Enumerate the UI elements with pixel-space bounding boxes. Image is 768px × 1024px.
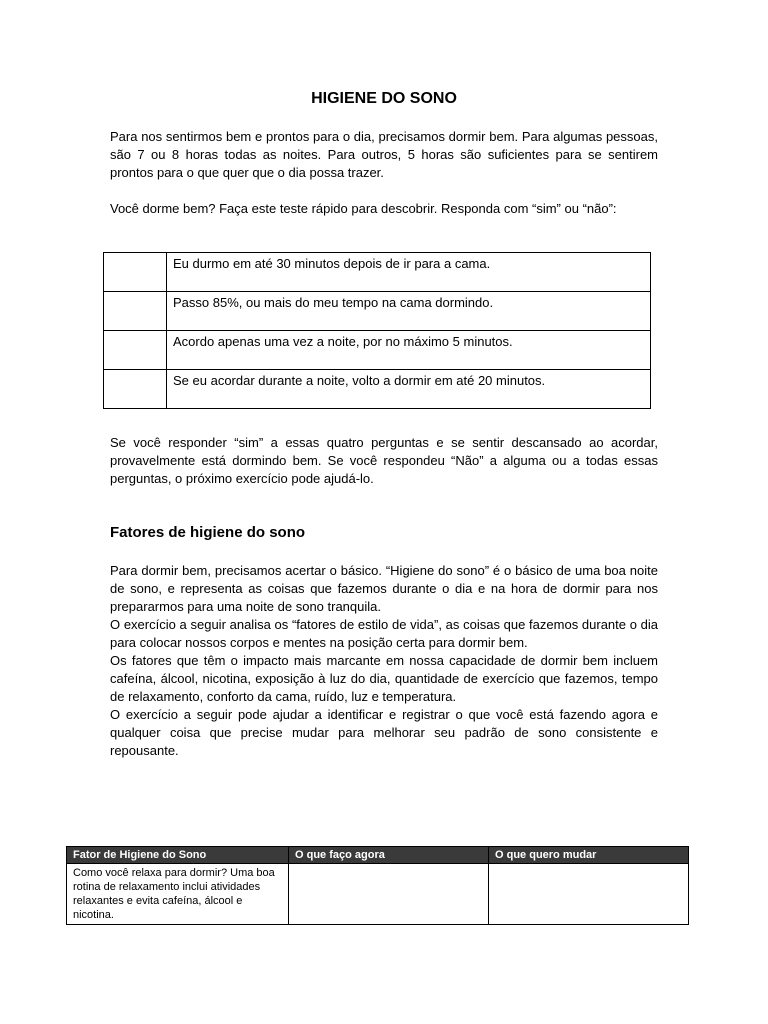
table-row [104,253,651,292]
table-row [104,370,651,409]
sleep-quiz-table [103,252,651,409]
answer-cell[interactable] [104,370,167,409]
section-paragraph: Para dormir bem, precisamos acertar o básico. “Higiene do sono” é o básico de uma boa noite de sono, e representa as coisas que fazemos durante o dia e na hora de dormir para nos prepararmos para uma noite de sono tranquila. [110,563,658,614]
sleep-factors-table [66,846,689,925]
table-header-row [67,847,689,864]
question-text: Você dorme bem? Faça este teste rápido para descobrir. Responda com “sim” ou “não”: [110,201,617,216]
change-cell[interactable] [489,864,689,925]
current-cell[interactable] [289,864,489,925]
intro-text: Para nos sentirmos bem e prontos para o dia, precisamos dormir bem. Para algumas pessoas, são 7 ou 8 horas todas as noites. Para outros, 5 horas são suficientes para se sentirem prontos para o que quer que o dia possa trazer. [110,129,658,180]
table-row [104,292,651,331]
table-row [67,864,689,925]
answer-cell[interactable] [104,292,167,331]
answer-cell[interactable] [104,253,167,292]
intro-paragraph [110,128,658,182]
factor-cell: Como você relaxa para dormir? Uma boa rotina de relaxamento inclui atividades relaxantes e evita cafeína, álcool e nicotina. [67,864,289,925]
result-paragraph [110,434,658,488]
question-paragraph [110,200,658,218]
section-paragraph: Os fatores que têm o impacto mais marcante em nossa capacidade de dormir bem incluem cafeína, álcool, nicotina, exposição à luz do dia, quantidade de exercício que fazemos, tempo de relaxamento, conforto da cama, ruído, luz e temperatura. [110,653,658,704]
column-header-change: O que quero mudar [489,847,689,864]
result-text: Se você responder “sim” a essas quatro perguntas e se sentir descansado ao acordar, provavelmente está dormindo bem. Se você respondeu “Não” a alguma ou a todas essas perguntas, o próximo exercício pode ajudá-lo. [110,435,658,486]
quiz-question: Se eu acordar durante a noite, volto a dormir em até 20 minutos. [167,370,651,409]
section-heading: Fatores de higiene do sono [110,524,306,541]
page-title: HIGIENE DO SONO [311,90,457,107]
answer-cell[interactable] [104,331,167,370]
column-header-factor: Fator de Higiene do Sono [67,847,289,864]
section-paragraph: O exercício a seguir pode ajudar a identificar e registrar o que você está fazendo agora e qualquer coisa que precise mudar para melhorar seu padrão de sono consistente e repousante. [110,707,658,758]
section-paragraph: O exercício a seguir analisa os “fatores de estilo de vida”, as coisas que fazemos durante o dia para colocar nossos corpos e mentes na posição certa para dormir bem. [110,617,658,650]
quiz-question: Passo 85%, ou mais do meu tempo na cama dormindo. [167,292,651,331]
column-header-current: O que faço agora [289,847,489,864]
quiz-question: Eu durmo em até 30 minutos depois de ir para a cama. [167,253,651,292]
section-body [110,562,658,760]
table-row [104,331,651,370]
quiz-question: Acordo apenas uma vez a noite, por no máximo 5 minutos. [167,331,651,370]
